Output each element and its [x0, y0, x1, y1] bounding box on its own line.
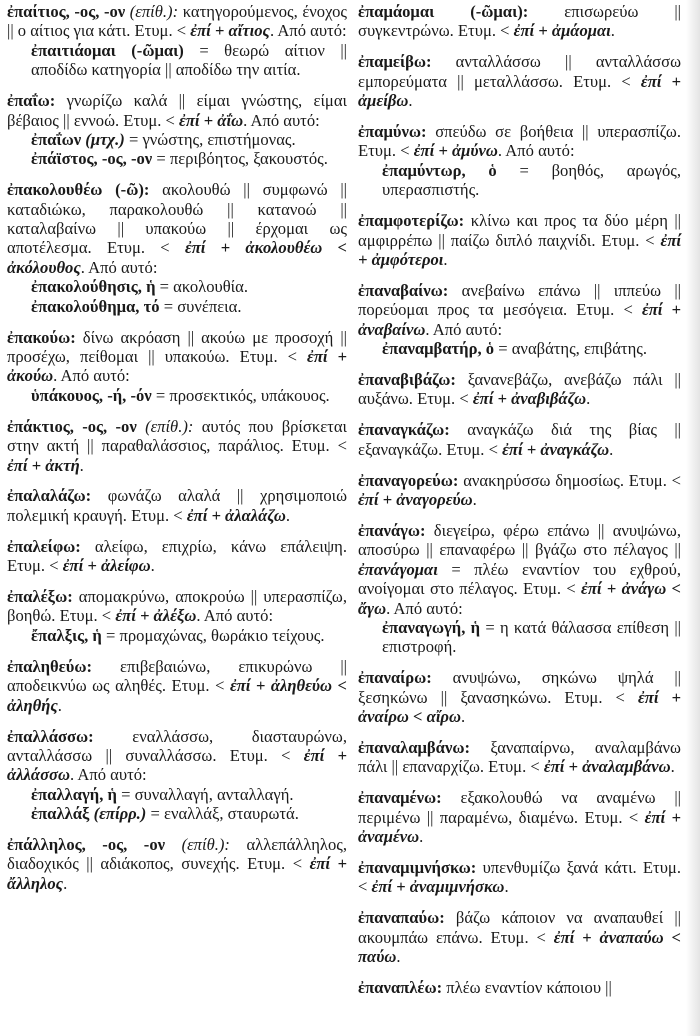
entry-etymology: ἐπί + ἀναβαίνω — [358, 300, 681, 339]
entry-etymology: ἐπί + ἀκτή — [7, 455, 80, 475]
entry-headword: ἐπαναγορεύω: — [358, 470, 459, 490]
derivative-headword: ἐπακολούθημα, τό — [31, 296, 160, 316]
entry-headword: ἐπαναίρω: — [358, 668, 432, 688]
entry-etymology: ἐπί + ἀναγορεύω — [358, 490, 473, 510]
page-edge-shadow — [686, 0, 700, 1036]
entry-tail: . Από αυτό: — [69, 765, 147, 785]
entry-definition: απομακρύνω, αποκρούω || υπερασπίζω, βοηθώ. Ετυμ. < — [7, 587, 347, 626]
derivative-entry — [31, 804, 347, 823]
entry-main — [358, 471, 681, 510]
derivative-definition: = προμαχώνας, θωράκιο τείχους. — [106, 625, 325, 645]
entry-definition: γνωρίζω καλά || είμαι γνώστης, είμαι βέβαιος || εννοώ. Ετυμ. < — [7, 91, 347, 130]
dictionary-entry — [358, 420, 681, 459]
entry-main — [358, 908, 681, 966]
entry-definition-continued: = πλέω εναντίον του εχθρού, ανοίγομαι στο πέλαγος. Ετυμ. < — [358, 559, 681, 599]
entry-definition: κλίνω και προς τα δύο μέρη || αμφιρρέπω || παίζω διπλό παιχνίδι. Ετυμ. < — [358, 211, 682, 250]
right-column — [358, 2, 681, 1009]
entry-etymology: ἐπί + ἀναλαμβάνω — [543, 757, 671, 777]
dictionary-entry — [358, 908, 681, 966]
entry-definition: εναλλάσσω, διασταυρώνω, ανταλλάσσω || συναλλάσσω. Ετυμ. < — [7, 726, 347, 765]
derivative-definition: = βοηθός, αρωγός, υπερασπιστής. — [382, 160, 681, 200]
entry-tail: . — [150, 556, 155, 576]
entry-etymology: ἐπί + ἀνάγω < ἄγω — [358, 579, 681, 618]
entry-headword: ἐπαναβαίνω: — [358, 280, 449, 300]
entry-main — [358, 788, 681, 846]
entry-main — [358, 738, 681, 777]
entry-tail: . — [586, 389, 591, 409]
entry-definition: ξανανεβάζω, ανεβάζω πάλι || αυξάνω. Ετυμ. < — [358, 370, 681, 409]
entry-tail: . — [57, 695, 62, 715]
entry-tail: . — [63, 873, 68, 893]
entry-etymology: ἐπί + ἄλληλος — [7, 854, 347, 893]
dictionary-entry — [7, 587, 347, 645]
entry-main — [358, 122, 681, 161]
dictionary-entry — [7, 727, 347, 824]
entry-definition: ανταλλάσσω || ανταλλάσσω εμπορεύματα || μεταλλάσσω. Ετυμ. < — [358, 52, 681, 91]
derivative-headword: ἐπαλλάξ — [31, 804, 90, 824]
derivative-definition: = γνώστης, επιστήμονας. — [128, 129, 296, 149]
left-column — [7, 2, 347, 905]
entry-etymology: ἐπί + ἀΐω — [179, 110, 244, 130]
derivative-headword: ἐπάϊστος, -ος, -ον — [31, 149, 153, 169]
entry-definition: αυτός που βρίσκεται στην ακτή || παραθαλάσσιος, παράλιος. Ετυμ. < — [7, 416, 347, 456]
derivative-headword: ἐπαμύντωρ, ὁ — [382, 160, 497, 180]
entry-main — [358, 668, 681, 726]
dictionary-entry — [358, 521, 681, 657]
entry-headword: ἐπαμύνω: — [358, 122, 427, 142]
entry-headword: ἐπαλαλάζω: — [7, 486, 92, 506]
dictionary-entry — [7, 2, 347, 80]
entry-etymology: ἐπί + ἀναπαύω < παύω — [358, 927, 682, 967]
entry-headword: ἐπαμείβω: — [358, 52, 432, 72]
entry-definition: αλλεπάλληλος, διαδοχικός || αδιάκοπος, συνεχής. Ετυμ. < — [7, 835, 347, 874]
entry-tail: . — [609, 439, 614, 459]
entry-tail: . — [504, 877, 509, 897]
entry-tail: . — [460, 707, 466, 727]
derivative-entry — [31, 297, 347, 316]
entry-main — [358, 521, 681, 618]
entry-etymology: ἐπί + ἀλαλάζω — [186, 505, 286, 525]
entry-tail: . Από αυτό: — [425, 319, 503, 339]
entry-headword: ἐπακολουθέω (-ῶ): — [7, 180, 150, 200]
dictionary-entry — [7, 180, 347, 316]
derivative-definition: = η κατά θάλασσα επίθεση || επιστροφή. — [382, 617, 681, 657]
dictionary-entry — [358, 978, 681, 997]
entry-main — [358, 370, 681, 409]
entry-headword: ἐπαίτιος, -ος, -ον — [7, 2, 126, 21]
derivative-entry — [31, 277, 347, 296]
entry-etymology: ἐπί + αἴτιος — [190, 21, 270, 41]
entry-main — [358, 978, 681, 997]
entry-main — [7, 657, 347, 715]
dictionary-entry — [358, 471, 681, 510]
entry-definition: αναγκάζω διά της βίας || εξαναγκάζω. Ετυμ. < — [358, 420, 681, 459]
entry-definition: ξαναπαίρνω, αναλαμβάνω πάλι || επαναρχίζω. Ετυμ. < — [358, 738, 681, 777]
derivative-entry — [382, 339, 681, 358]
entry-etymology: ἐπί + ἀληθεύω < ἀληθής — [7, 676, 348, 715]
entry-tail: . Από αυτό: — [243, 110, 320, 130]
dictionary-entry — [358, 738, 681, 777]
entry-headword: ἐπάλληλος, -ος, -ον — [7, 835, 166, 855]
entry-tail: . — [396, 947, 401, 967]
dictionary-entry — [7, 657, 347, 715]
derivative-headword: ἐπαναμβατήρ, ὁ — [382, 339, 495, 359]
entry-tail: . — [443, 249, 448, 269]
derivative-headword: ἐπαναγωγή, ἡ — [382, 617, 481, 637]
entry-tail: . — [79, 455, 84, 475]
entry-tail: . Από αυτό: — [53, 366, 130, 386]
entry-headword: ἐπαληθεύω: — [7, 656, 93, 676]
entry-tail: . Από αυτό: — [196, 606, 274, 626]
entry-definition: ανακηρύσσω δημοσίως. Ετυμ. < — [463, 470, 681, 490]
derivative-definition: = συνέπεια. — [163, 296, 242, 316]
derivative-definition: = εναλλάξ, σταυρωτά. — [150, 804, 299, 824]
derivative-entry — [382, 161, 681, 200]
entry-main — [7, 587, 347, 626]
entry-headword: ἐπαμάομαι (-ῶμαι): — [358, 2, 529, 21]
entry-tail: . Από αυτό: — [80, 257, 158, 277]
entry-definition: κατηγορούμενος, ένοχος || ο αίτιος για κάτι. Ετυμ. < — [7, 2, 347, 41]
derivative-definition: = ακολουθία. — [159, 277, 248, 297]
dictionary-entry — [358, 858, 681, 897]
entry-definition: ανυψώνω, σηκώνω ψηλά || ξεσηκώνω || ξανασηκώνω. Ετυμ. < — [358, 668, 682, 707]
entry-headword: ἐπαναπλέω: — [358, 978, 443, 998]
derivative-entry — [31, 41, 347, 80]
entry-tail: . Από αυτό: — [269, 21, 347, 41]
entry-main — [358, 52, 681, 110]
dictionary-entry — [358, 122, 681, 200]
entry-definition: αλείφω, επιχρίω, κάνω επάλειψη. Ετυμ. < — [7, 536, 347, 576]
entry-headword: ἐπαναβιβάζω: — [358, 370, 456, 389]
derivative-entry — [31, 149, 347, 168]
entry-part-of-speech: (επίθ.): — [181, 835, 230, 855]
entry-tail: . — [472, 490, 477, 510]
entry-tail: . Από αυτό: — [386, 598, 463, 618]
entry-headword: ἐπαμφοτερίζω: — [358, 211, 465, 231]
entry-etymology: ἐπί + ἀλέξω — [115, 606, 197, 626]
entry-tail: . Από αυτό: — [497, 141, 575, 161]
entry-definition: επισωρεύω || συγκεντρώνω. Ετυμ. < — [358, 2, 682, 41]
entry-etymology: ἐπί + ἀμείβω — [358, 71, 681, 111]
entry-main — [358, 281, 681, 339]
entry-definition: υπενθυμίζω ξανά κάτι. Ετυμ. < — [358, 858, 681, 897]
entry-tail: . — [670, 757, 675, 777]
entry-definition: επιβεβαιώνω, επικυρώνω || αποδεικνύω ως αληθές. Ετυμ. < — [7, 656, 347, 696]
entry-etymology: ἐπί + ἀναίρω < αἴρω — [358, 687, 681, 727]
dictionary-entry — [7, 417, 347, 475]
derivative-entry — [31, 386, 347, 405]
derivative-entry — [382, 618, 681, 657]
entry-definition: ακολουθώ || συμφωνώ || καταδιώκω, παρακολουθώ || κατανοώ || καταλαβαίνω || υπακούω || έρχομαι ως αποτέλεσμα. Ετυμ. < — [7, 180, 348, 258]
dictionary-entry — [358, 668, 681, 726]
dictionary-entry — [7, 537, 347, 576]
entry-headword: ἐπάκτιος, -ος, -ον — [7, 416, 137, 436]
entry-main — [7, 727, 347, 785]
derivative-definition: = περιβόητος, ξακουστός. — [156, 149, 328, 169]
entry-etymology: ἐπί + ἀναμένω — [358, 807, 681, 847]
derivative-part-of-speech: (μτχ.) — [85, 129, 125, 149]
derivative-headword: ἔπαλξις, ἡ — [31, 625, 102, 645]
entry-headword: ἐπαναγκάζω: — [358, 420, 450, 440]
entry-main — [358, 2, 681, 41]
derivative-headword: ἐπαΐων — [31, 129, 82, 149]
dictionary-entry — [358, 211, 681, 269]
entry-etymology: ἐπί + ἀμύνω — [413, 141, 498, 161]
dictionary-entry — [7, 328, 347, 406]
entry-tail: . — [285, 505, 290, 525]
entry-headword: ἐπαναλαμβάνω: — [358, 738, 471, 757]
entry-main — [7, 91, 347, 130]
entry-headword: ἐπαλέξω: — [7, 587, 73, 607]
dictionary-entry — [358, 52, 681, 110]
entry-main — [7, 328, 347, 386]
derivative-headword: ὑπάκουος, -ή, -όν — [31, 385, 152, 405]
dictionary-entry — [7, 91, 347, 169]
entry-headword: ἐπαλλάσσω: — [7, 726, 94, 746]
entry-part-of-speech: (επίθ.): — [145, 416, 194, 436]
dictionary-entry — [7, 486, 347, 525]
entry-part-of-speech: (επίθ.): — [129, 2, 179, 21]
entry-main — [7, 180, 347, 277]
derivative-definition: = προσεκτικός, υπάκουος. — [155, 385, 330, 405]
entry-etymology: ἐπί + ἀναμιμνήσκω — [371, 877, 505, 897]
entry-definition: πλέω εναντίον κάποιου || — [446, 978, 612, 998]
dictionary-entry — [358, 370, 681, 409]
entry-definition: ανεβαίνω επάνω || ιππεύω || πορεύομαι προς τα μεσόγεια. Ετυμ. < — [358, 280, 681, 320]
entry-etymology: ἐπί + ἀναγκάζω — [502, 439, 610, 459]
entry-tail: . — [419, 827, 424, 847]
entry-etymology: ἐπί + ἀλείφω — [62, 556, 151, 576]
entry-definition: φωνάζω αλαλά || χρησιμοποιώ πολεμική κραυγή. Ετυμ. < — [7, 486, 348, 525]
dictionary-entry — [358, 281, 681, 359]
derivative-definition: = αναβάτης, επιβάτης. — [498, 339, 647, 359]
entry-tail: . — [408, 91, 413, 111]
entry-etymology: ἐπί + ἀκούω — [7, 347, 347, 386]
entry-definition: βάζω κάποιον να αναπαυθεί || ακουμπάω επάνω. Ετυμ. < — [358, 908, 681, 947]
derivative-headword: ἐπαιτιάομαι (-ῶμαι) — [31, 40, 184, 60]
entry-headword: ἐπανάγω: — [358, 520, 426, 540]
entry-main — [358, 858, 681, 897]
entry-headword: ἐπαναπαύω: — [358, 908, 445, 928]
entry-etymology: ἐπί + ἀναβιβάζω — [472, 389, 587, 409]
derivative-entry — [31, 785, 347, 804]
entry-definition: δίνω ακρόαση || ακούω με προσοχή || προσέχω, πείθομαι || υπακούω. Ετυμ. < — [7, 327, 347, 366]
derivative-definition: = συναλλαγή, ανταλλαγή. — [121, 784, 294, 804]
entry-headword: ἐπαλείφω: — [7, 536, 81, 556]
entry-main — [7, 2, 347, 41]
entry-etymology: ἐπί + ἀκολουθέω < ἀκόλουθος — [7, 238, 347, 277]
dictionary-entry — [358, 2, 681, 41]
derivative-headword: ἐπαλλαγή, ἡ — [31, 784, 117, 804]
entry-main — [7, 835, 347, 893]
entry-definition: σπεύδω σε βοήθεια || υπερασπίζω. Ετυμ. < — [358, 122, 681, 161]
entry-headword: ἐπακούω: — [7, 327, 76, 347]
entry-headword: ἐπαναμιμνήσκω: — [358, 858, 477, 878]
dictionary-entry — [7, 835, 347, 893]
entry-main — [7, 486, 347, 525]
entry-definition: διεγείρω, φέρω επάνω || ανυψώνω, αποσύρω || επαναφέρω || βγάζω στο πέλαγος || — [358, 520, 681, 560]
dictionary-entry — [358, 788, 681, 846]
entry-headword: ἐπαναμένω: — [358, 788, 442, 808]
entry-main — [358, 420, 681, 459]
entry-inline-form: ἐπανάγομαι — [358, 559, 438, 579]
derivative-entry — [31, 130, 347, 149]
entry-etymology: ἐπί + ἀλλάσσω — [7, 745, 347, 785]
derivative-entry — [31, 626, 347, 645]
entry-definition: εξακολουθώ να αναμένω || περιμένω || παραμένω, διαμένω. Ετυμ. < — [358, 788, 681, 827]
derivative-headword: ἐπακολούθησις, ἡ — [31, 277, 156, 297]
entry-tail: . — [610, 21, 615, 41]
derivative-definition: = θεωρώ αίτιον || αποδίδω κατηγορία || αποδίδω την αιτία. — [31, 40, 347, 80]
entry-main — [358, 211, 681, 269]
entry-main — [7, 537, 347, 576]
entry-etymology: ἐπί + ἀμάομαι — [513, 21, 611, 41]
entry-etymology: ἐπί + ἀμφότεροι — [358, 230, 682, 269]
derivative-part-of-speech: (επίρρ.) — [93, 804, 147, 824]
entry-headword: ἐπαΐω: — [7, 91, 56, 111]
entry-main — [7, 417, 347, 475]
